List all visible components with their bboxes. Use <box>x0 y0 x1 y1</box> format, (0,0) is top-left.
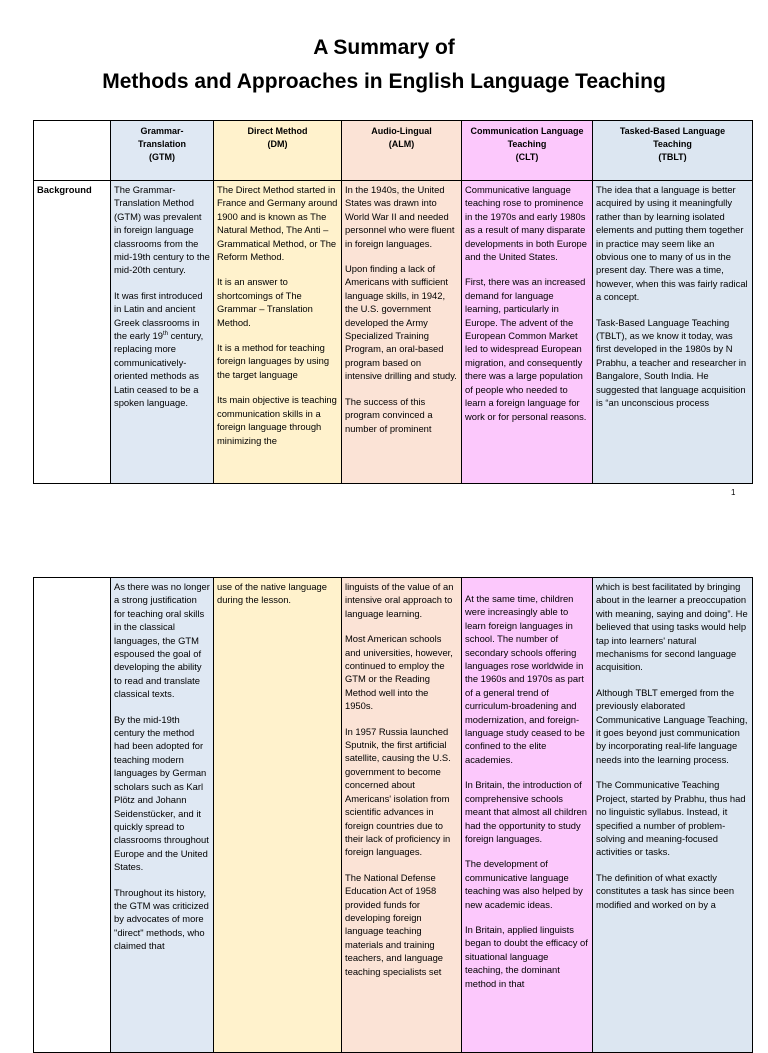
header-clt: Communication Language Teaching (CLT) <box>462 121 593 181</box>
header-dm: Direct Method (DM) <box>214 121 342 181</box>
tblt-continued-cell: which is best facilitated by bringing about in the learner a preoccupation with meaning, saying and doing”. He believed that using tasks would help tap into learners' natural mechanisms for second language acquisition. Although TBLT emerged from the previously elaborated Communicative Language Teaching, it goes beyond just communication by incorporating real-life language needs into the learning process. The Communicative Teaching Project, started by Prabhu, thus had no linguistic syllabus. Instead, it specified a number of problem-solving and meaning-focused activities or tasks. The definition of what exactly constitutes a task has since been modified and worked on by a <box>593 578 753 1053</box>
dm-background-cell: The Direct Method started in France and Germany around 1900 and is known as The Natural Method, The Anti – Grammatical Method, or The Reform Method. It is an answer to shortcomings of The Grammar – Translation Method. It is a method for teaching foreign languages by using the target language Its main objective is teaching communication skills in a foreign language through minimizing the <box>214 181 342 484</box>
gtm-background-cell: The Grammar-Translation Method (GTM) was prevalent in foreign language classrooms from the mid-19th century to the mid-20th century. It was first introduced in Latin and ancient Greek classrooms in the early 19th century, replacing more communicatively-oriented methods as Latin ceased to be a spoken language. <box>111 181 214 484</box>
dm-continued-cell: use of the native language during the lesson. <box>214 578 342 1053</box>
header-empty-cell <box>34 121 111 181</box>
row-label-background: Background <box>34 181 111 484</box>
title-line-2: Methods and Approaches in English Language Teaching <box>102 70 666 93</box>
summary-table-page-1 <box>33 120 753 484</box>
page-number: 1 <box>731 488 736 497</box>
gtm-continued-cell: As there was no longer a strong justification for teaching oral skills in the classical languages, the GTM espoused the goal of developing the ability to read and translate classical texts. By the mid-19th century the method had been adopted for teaching modern languages by German scholars such as Karl Plötz and Johann Seidenstücker, and it quickly spread to classrooms throughout Europe and the United States. Throughout its history, the GTM was criticized by advocates of more "direct" methods, who claimed that <box>111 578 214 1053</box>
tblt-background-cell: The idea that a language is better acquired by using it meaningfully rather than by learning isolated elements and putting them together in practice may seem like an obvious one to many of us in the present day. There was a time, however, when this was fairly radical a concept. Task-Based Language Teaching (TBLT), as we know it today, was first developed in the 1980s by N Prabhu, a teacher and researcher in Bangalore, South India. He suggested that language acquisition is “an unconscious process <box>593 181 753 484</box>
alm-background-cell: In the 1940s, the United States was drawn into World War II and needed personnel who were fluent in foreign languages. Upon finding a lack of Americans with sufficient language skills, in 1942, the U.S. government developed the Army Specialized Training Program, an oral-based program based on intensive drilling and study. The success of this program convinced a number of prominent <box>342 181 462 484</box>
clt-continued-cell: At the same time, children were increasingly able to learn foreign languages in school. The number of secondary schools offering languages rose worldwide in the 1960s and 1970s as part of a general trend of curriculum-broadening and modernization, and foreign-language study ceased to be confined to the elite academies. In Britain, the introduction of comprehensive schools meant that almost all children had the opportunity to study foreign languages. The development of communicative language teaching was also helped by new academic ideas. In Britain, applied linguists began to doubt the efficacy of situational language teaching, the dominant method in that <box>462 578 593 1053</box>
clt-background-cell: Communicative language teaching rose to prominence in the 1970s and early 1980s as a result of many disparate developments in both Europe and the United States. First, there was an increased demand for language learning, particularly in Europe. The advent of the European Common Market led to widespread European migration, and consequently there was a large population of people who needed to learn a foreign language for work or for personal reasons. <box>462 181 593 484</box>
alm-continued-cell: linguists of the value of an intensive oral approach to language learning. Most American schools and universities, however, continued to employ the GTM or the Reading Method well into the 1950s. In 1957 Russia launched Sputnik, the first artificial satellite, causing the U.S. government to become concerned about Americans' isolation from scientific advances in foreign countries due to their lack of proficiency in foreign languages. The National Defense Education Act of 1958 provided funds for developing foreign language teaching materials and training teachers, and language teaching specialists set <box>342 578 462 1053</box>
header-tblt: Tasked-Based Language Teaching (TBLT) <box>593 121 753 181</box>
row-label-continued <box>34 578 111 1053</box>
header-gtm: Grammar- Translation (GTM) <box>111 121 214 181</box>
header-alm: Audio-Lingual (ALM) <box>342 121 462 181</box>
title-line-1: A Summary of <box>313 36 455 59</box>
summary-table-page-2 <box>33 577 753 1053</box>
